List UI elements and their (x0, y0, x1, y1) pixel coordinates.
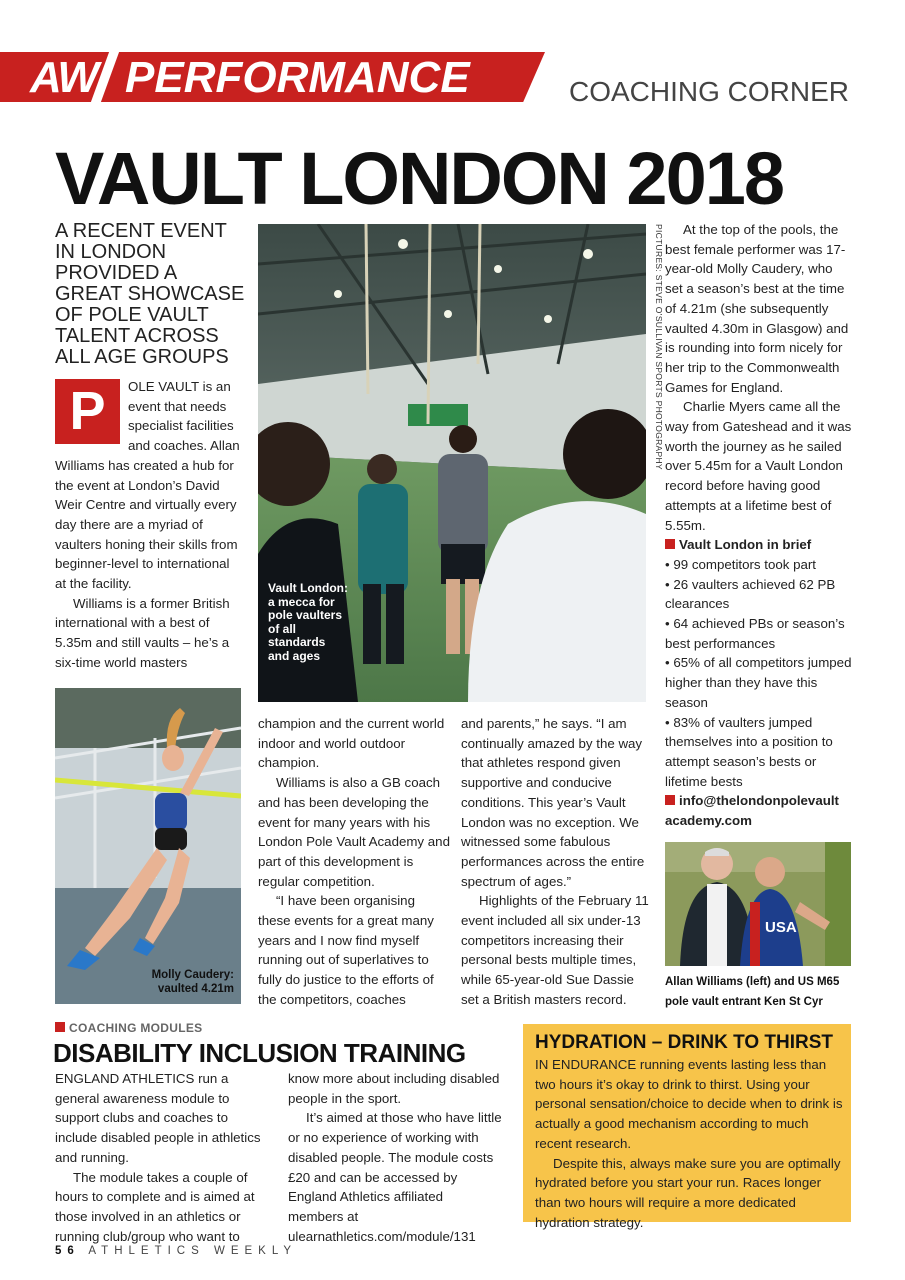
allan-photo (665, 842, 851, 966)
article-column-4 (665, 220, 852, 831)
article-paragraph: It’s aimed at those who have little or no experience of working with disabled people. The module costs £20 and can be accessed by England Athletics affiliated members at ulearnathletics.com/module/131 (288, 1110, 502, 1244)
publication-name: ATHLETICS WEEKLY (88, 1245, 298, 1257)
red-square-icon (665, 795, 675, 805)
coaching-modules-title: DISABILITY INCLUSION TRAINING (53, 1038, 466, 1068)
molly-photo-caption: Molly Caudery: vaulted 4.21m (151, 969, 234, 995)
page-title: VAULT LONDON 2018 (55, 137, 784, 220)
red-square-icon (665, 539, 675, 549)
contact-email: info@thelondonpolevault academy.com (665, 793, 839, 829)
article-paragraph: know more about including disabled people in the sport. (288, 1071, 500, 1106)
page-number: 56 (55, 1245, 80, 1257)
article-paragraph: “I have been organising these events for a great many years and I now find myself running out of superlatives to fully do justice to the efforts of the competitors, coaches (258, 893, 434, 1007)
article-paragraph: Williams is also a GB coach and has been developing the event for many years with his London Pole Vault Academy and part of this development is regular competition. (258, 775, 450, 889)
brief-item: • 26 vaulters achieved 62 PB clearances (665, 576, 836, 612)
drop-cap: P (55, 379, 120, 444)
article-column-2 (258, 714, 450, 1010)
article-paragraph: ENGLAND ATHLETICS run a general awareness module to support clubs and coaches to include disabled people in athletics and running. (55, 1071, 261, 1165)
coaching-modules-label (55, 1021, 202, 1035)
main-photo-caption: Vault London: a mecca for pole vaulters of all standards and ages (268, 581, 348, 663)
red-square-icon (55, 1022, 65, 1032)
page-footer (55, 1245, 297, 1257)
article-paragraph: champion and the current world indoor and world outdoor champion. (258, 716, 445, 771)
article-paragraph: and parents,” he says. “I am continually amazed by the way that athletes respond given supportive and conducive conditions. This year’s Vault London was no exception. We witnessed some fabulous performances across the entire spectrum of ages.” (461, 716, 645, 889)
coaching-modules-column-1 (55, 1069, 273, 1246)
article-paragraph: Williams is a former British international with a best of 5.35m and still vaults – he’s a six-time world masters (55, 595, 230, 670)
article-paragraph: The module takes a couple of hours to complete and is aimed at those involved in an athletics or running club/group who want to (55, 1169, 255, 1244)
brief-heading (665, 535, 852, 555)
allan-photo-caption: Allan Williams (left) and US M65 pole vault entrant Ken St Cyr (665, 976, 840, 1008)
brand-section-name: PERFORMANCE (125, 53, 470, 102)
molly-photo (55, 688, 241, 1004)
article-intro: A RECENT EVENT IN LONDON PROVIDED A GREAT SHOWCASE OF POLE VAULT TALENT ACROSS ALL AGE GROUPS (55, 220, 245, 368)
coaching-modules-label-text: COACHING MODULES (69, 1021, 203, 1035)
photo-credit (652, 224, 666, 470)
hydration-paragraph: IN ENDURANCE running events lasting less than two hours it’s okay to drink to thirst. Using your personal sensation/choice to decide when to drink is actually a good mechanism according to much recent research. (535, 1057, 843, 1151)
article-paragraph: Highlights of the February 11 event included all six under-13 competitors increasing their personal bests multiple times, while 65-year-old Sue Dassie set a British masters record. (461, 893, 649, 1007)
hydration-box (523, 1024, 851, 1230)
article-paragraph-text: OLE VAULT is an event that needs specialist facilities and coaches. Allan Williams has created a hub for the event at London’s David Weir Centre and virtually every day there are a myriad of vaulters honing their skills from beginner-level to international at the facility. (55, 379, 240, 592)
allan-photo-image (665, 842, 851, 966)
brief-item: • 99 competitors took part (665, 556, 816, 572)
brief-item: • 65% of all competitors jumped higher than they have this season (665, 655, 852, 710)
photo-credit-text: PICTURES: STEVE O’SULLIVAN SPORTS PHOTOGRAPHY (654, 224, 664, 470)
brand-logo-aw: AW (30, 53, 97, 102)
article-paragraph (55, 377, 240, 594)
molly-photo-image (55, 688, 241, 1004)
section-label: COACHING CORNER (569, 76, 850, 107)
article-column-3 (461, 714, 651, 1010)
article-paragraph: At the top of the pools, the best female performer was 17-year-old Molly Caudery, who set a season’s best at the time of 4.21m (she subsequently vaulted 4.30m in Glasgow) and is rounding into form nicely for her trip to the Commonwealth Games for England. (665, 222, 849, 395)
coaching-modules-column-2 (288, 1069, 502, 1246)
brief-item: • 83% of vaulters jumped themselves into a position to attempt season’s bests or lifetime bests (665, 714, 833, 789)
article-paragraph: Charlie Myers came all the way from Gateshead and it was worth the journey as he sailed over 5.45m for a Vault London record before having good attempts at a lifetime best of 5.55m. (665, 399, 852, 533)
brief-item: • 64 achieved PBs or season’s best performances (665, 616, 845, 651)
brief-contact (665, 791, 852, 830)
brief-title: Vault London in brief (679, 537, 812, 553)
hydration-paragraph: Despite this, always make sure you are optimally hydrated before you start your run. Races longer than two hours will require a more dedicated hydration strategy. (535, 1155, 841, 1230)
usa-text: USA (765, 919, 797, 936)
hydration-title: HYDRATION – DRINK TO THIRST (535, 1032, 834, 1053)
article-column-1 (55, 377, 240, 673)
